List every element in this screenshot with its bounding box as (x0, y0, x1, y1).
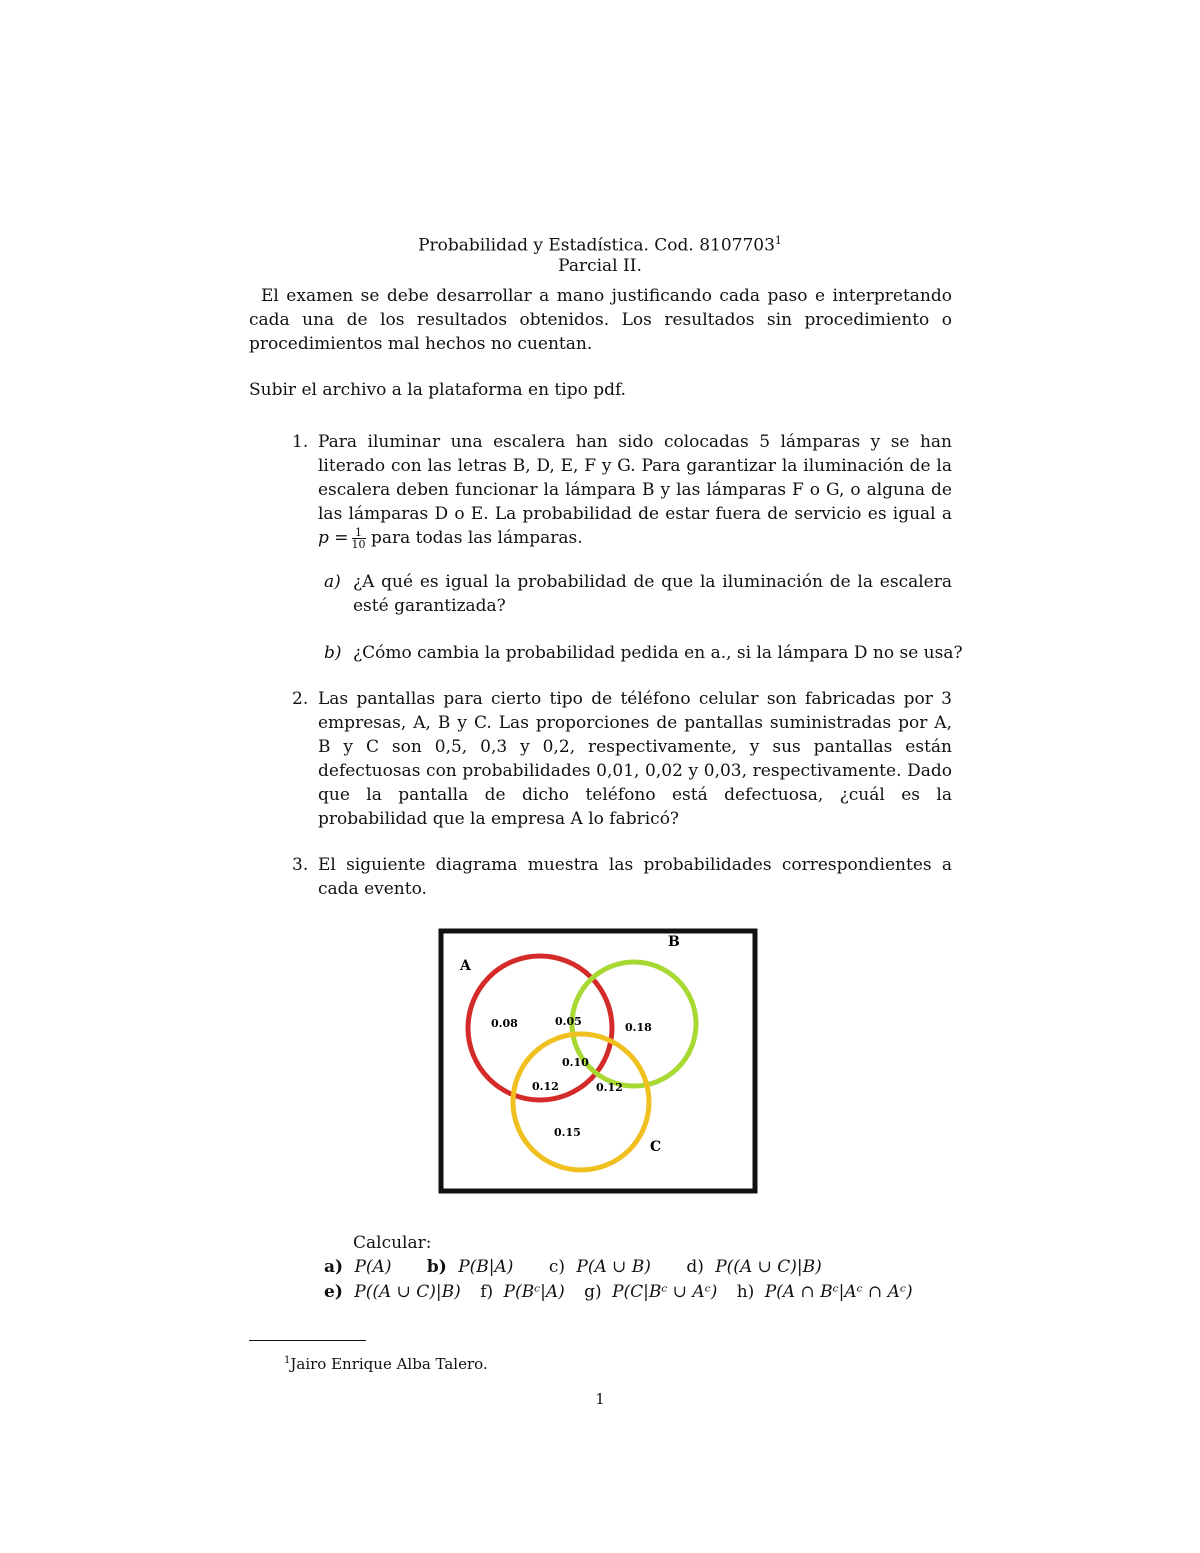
item-a-label: a) (324, 1257, 344, 1277)
venn-frame (441, 931, 755, 1191)
item-e-label: e) (324, 1282, 343, 1302)
page-subtitle: Parcial II. (558, 256, 642, 276)
problem-1-statement: Para iluminar una escalera han sido colocadas 5 lámparas y se han literado con las letras B, D, E, F y G. Para garantizar la iluminación de la escalera deben funcionar la lámpara B y las lámparas F o G, o alguna de las lámparas D o E. La probabilidad de estar fuera de servicio es igual a (318, 432, 952, 524)
region-ac-only: 0.12 (532, 1080, 559, 1093)
p-fraction (352, 527, 366, 550)
problem-1a-label: a) (324, 572, 341, 592)
p-fraction-denominator: 10 (351, 538, 366, 551)
problem-1a-text: ¿A qué es igual la probabilidad de que la iluminación de la escalera esté garantizada? (353, 572, 952, 616)
venn-diagram (438, 928, 758, 1194)
footnote-ref: 1 (774, 234, 782, 247)
footnote-text: Jairo Enrique Alba Talero. (290, 1355, 488, 1373)
set-a-label: A (460, 958, 471, 974)
item-g-expr: P(C|Bᶜ ∪ Aᶜ) (612, 1282, 718, 1302)
region-a-only: 0.08 (491, 1017, 518, 1030)
item-h-label: h) (736, 1282, 755, 1302)
p-symbol: p = (318, 528, 349, 548)
problem-1-text (318, 430, 952, 550)
item-b-expr: P(B|A) (458, 1257, 514, 1277)
item-h-expr: P(A ∩ Bᶜ|Aᶜ ∩ Aᶜ) (764, 1282, 913, 1302)
set-b-label: B (668, 934, 680, 950)
problem-3-text: El siguiente diagrama muestra las probabilidades correspondientes a cada evento. (318, 855, 952, 899)
problem-2-text: Las pantallas para cierto tipo de téléfono celular son fabricadas por 3 empresas, A, B y C. Las proporciones de pantallas suministradas por A, B y C son 0,5, 0,3 y 0,2, respectivamente, y sus pantallas están defectuosas con probabilidades 0,01, 0,02 y 0,03, respectivamente. Dado que la pantalla de dicho teléfono está defectuosa, ¿cuál es la probabilidad que la empresa A lo fabricó? (318, 689, 952, 829)
set-c-label: C (650, 1139, 662, 1155)
problem-3-number: 3. (292, 855, 309, 875)
footnote-mark: 1 (284, 1355, 291, 1366)
item-b-label: b) (426, 1257, 447, 1277)
problem-1b-label: b) (324, 643, 342, 663)
problem-1-number: 1. (292, 432, 309, 452)
region-bc-only: 0.12 (596, 1081, 623, 1094)
item-f-expr: P(Bᶜ|A) (503, 1282, 565, 1302)
region-ab-only: 0.05 (555, 1015, 582, 1028)
calcular-row-2 (324, 1280, 913, 1304)
course-title: Probabilidad y Estadística. Cod. 8107703 (418, 235, 775, 256)
problem-2-number: 2. (292, 689, 309, 709)
problem-1-statement-end: para todas las lámparas. (370, 528, 583, 548)
upload-instruction: Subir el archivo a la plataforma en tipo pdf. (249, 380, 627, 400)
problem-1b-text: ¿Cómo cambia la probabilidad pedida en a., si la lámpara D no se usa? (353, 643, 963, 663)
item-g-label: g) (584, 1282, 602, 1302)
item-a-expr: P(A) (354, 1257, 392, 1277)
item-d-expr: P((A ∪ C)|B) (715, 1257, 822, 1277)
region-b-only: 0.18 (625, 1021, 652, 1034)
footnote (284, 1351, 488, 1374)
item-c-label: c) (548, 1257, 565, 1277)
page-number: 1 (595, 1390, 605, 1408)
intro-paragraph: El examen se debe desarrollar a mano justificando cada paso e interpretando cada una de los resultados obtenidos. Los resultados sin procedimiento o procedimientos mal hechos no cuentan. (249, 286, 952, 354)
item-f-label: f) (480, 1282, 494, 1302)
calcular-title: Calcular: (353, 1233, 432, 1253)
item-d-label: d) (686, 1257, 704, 1277)
calcular-row-1 (324, 1255, 822, 1279)
p-fraction-numerator: 1 (352, 527, 366, 539)
footnote-rule (249, 1340, 366, 1341)
region-c-only: 0.15 (554, 1126, 581, 1139)
item-c-expr: P(A ∪ B) (576, 1257, 651, 1277)
region-abc: 0.10 (562, 1056, 589, 1069)
item-e-expr: P((A ∪ C)|B) (354, 1282, 461, 1302)
